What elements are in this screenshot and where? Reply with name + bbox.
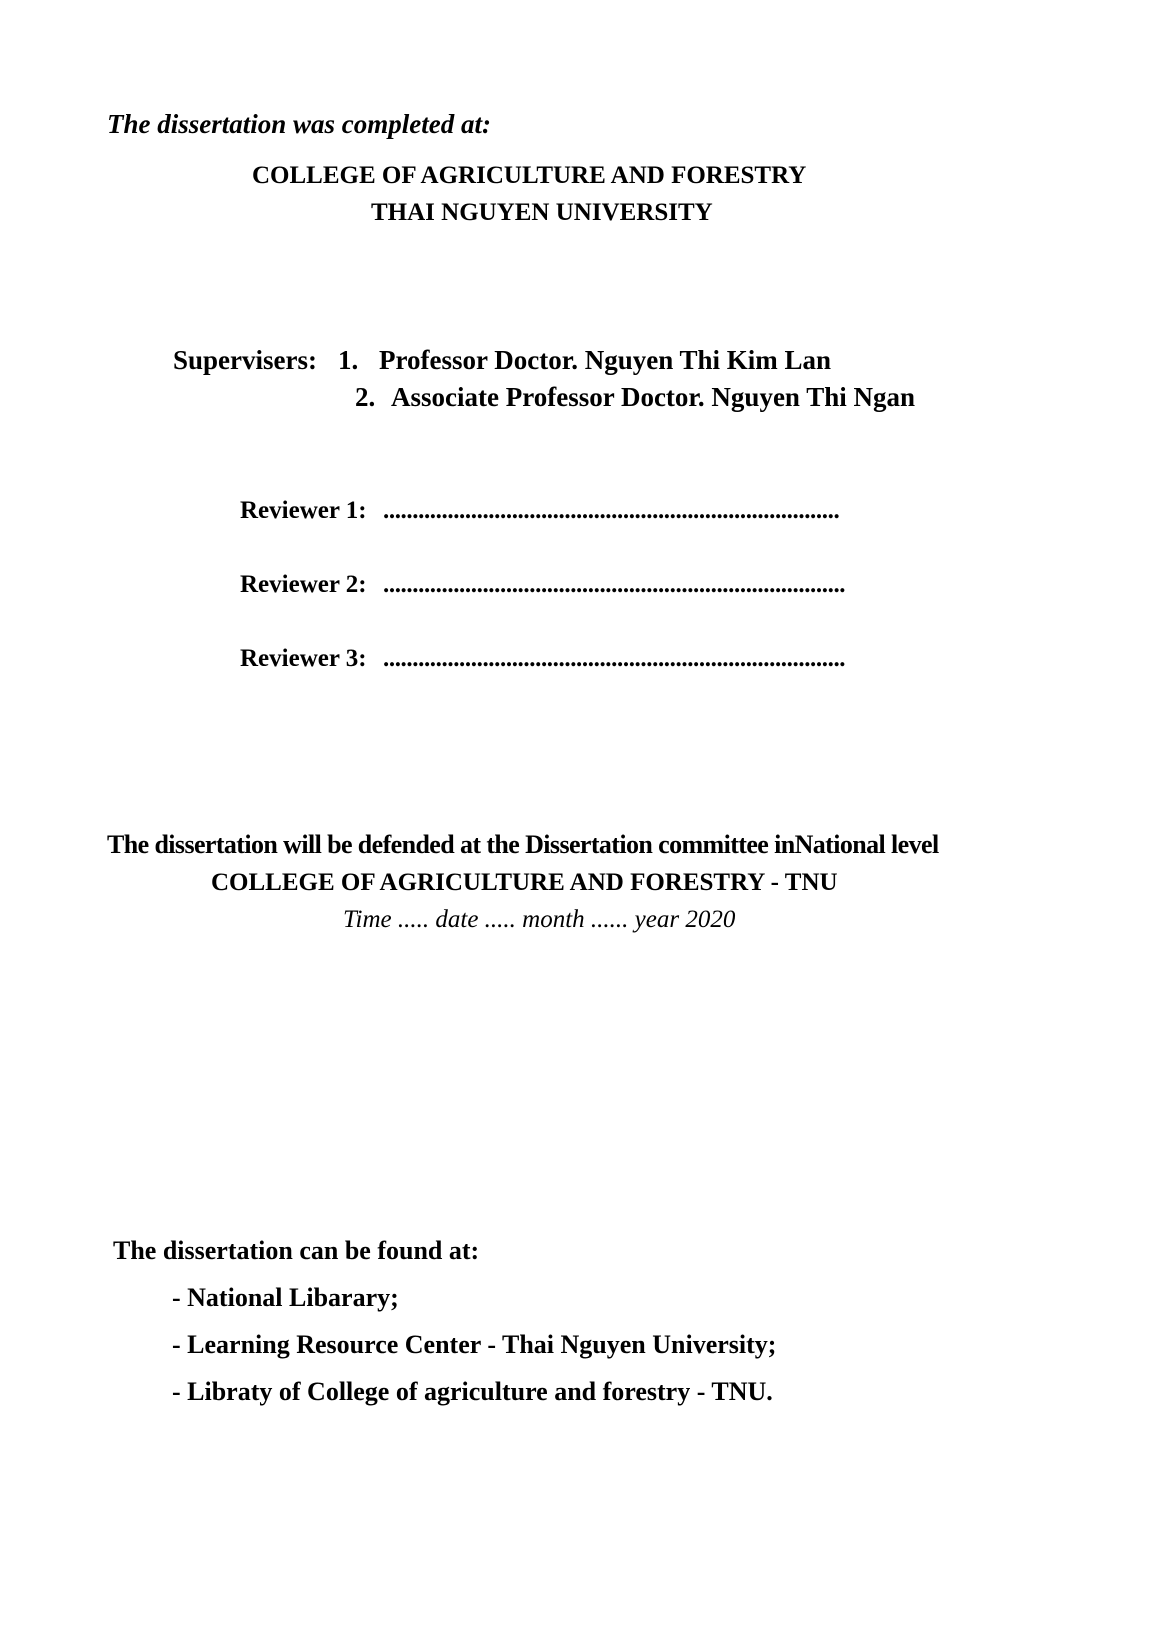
availability-heading: The dissertation can be found at:: [113, 1236, 480, 1265]
supervisor-1-number: 1.: [338, 345, 359, 375]
reviewer-2-line: ...............................................................................: [383, 571, 846, 598]
supervisor-1-name: Professor Doctor. Nguyen Thi Kim Lan: [379, 345, 832, 375]
availability-item-learning-resource-center: - Learning Resource Center - Thai Nguyen University;: [172, 1330, 777, 1359]
availability-item-college-library: - Libraty of College of agriculture and forestry - TNU.: [172, 1377, 773, 1406]
reviewer-1-label: Reviewer 1:: [240, 497, 367, 524]
availability-item-national-library: - National Libarary;: [172, 1283, 399, 1312]
reviewer-2-label: Reviewer 2:: [240, 571, 367, 598]
institution-line-1: COLLEGE OF AGRICULTURE AND FORESTRY: [252, 162, 807, 189]
reviewer-1-line: ..............................................................................: [383, 497, 840, 524]
completion-heading: The dissertation was completed at:: [107, 109, 491, 139]
defense-date-line: Time ..... date ..... month ...... year 2020: [343, 906, 736, 933]
supervisor-2-number: 2.: [355, 382, 376, 412]
supervisor-2-name: Associate Professor Doctor. Nguyen Thi Ngan: [391, 382, 915, 412]
reviewer-3-label: Reviewer 3:: [240, 645, 367, 672]
institution-line-2: THAI NGUYEN UNIVERSITY: [371, 199, 713, 226]
defense-line-1: The dissertation will be defended at the Dissertation committee inNational level: [107, 830, 939, 859]
reviewer-3-line: ...............................................................................: [383, 645, 846, 672]
supervisors-label: Supervisers:: [173, 345, 317, 375]
defense-line-2: COLLEGE OF AGRICULTURE AND FORESTRY - TNU: [211, 869, 838, 896]
